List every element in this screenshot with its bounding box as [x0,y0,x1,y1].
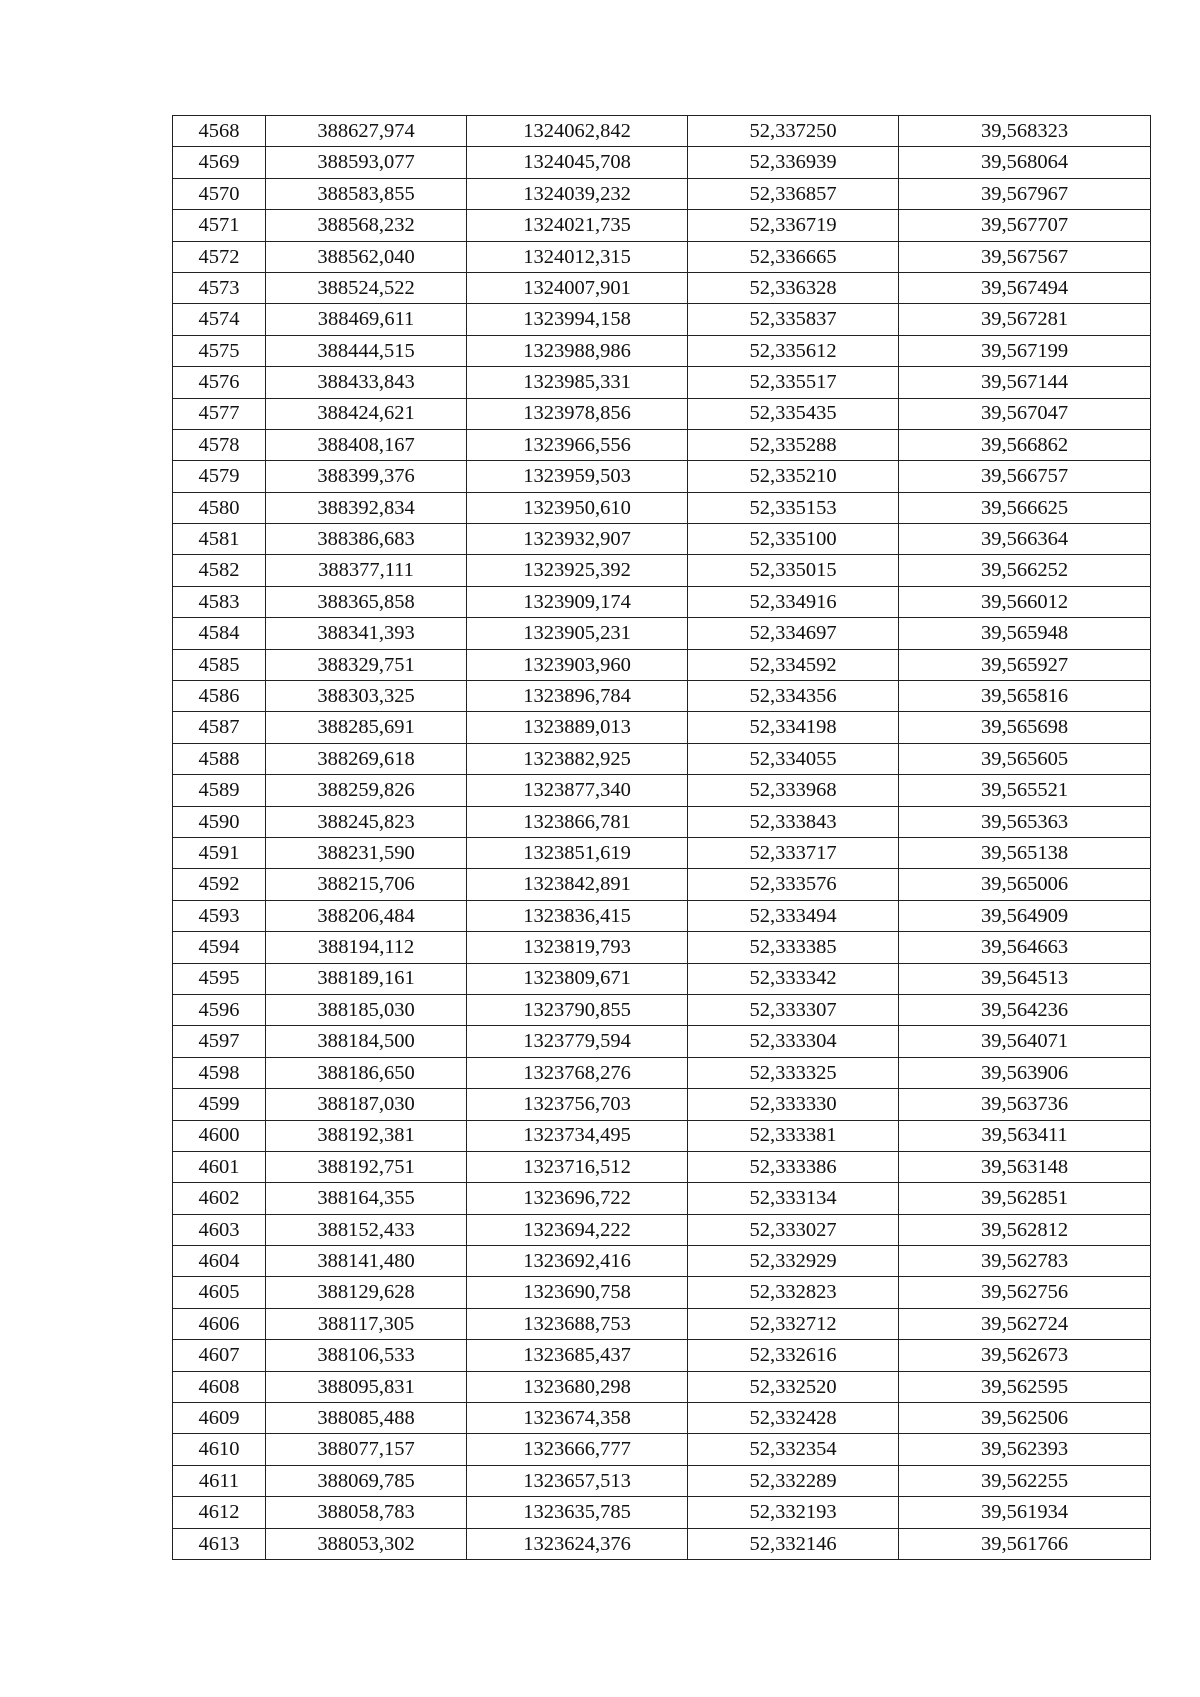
table-row [173,681,1151,712]
longitude-cell: 39,564071 [899,1026,1151,1057]
longitude-cell: 39,562595 [899,1371,1151,1402]
x-coordinate-cell: 388189,161 [266,963,467,994]
table-row [173,586,1151,617]
latitude-cell: 52,336328 [688,272,899,303]
latitude-cell: 52,332712 [688,1308,899,1339]
longitude-cell: 39,562756 [899,1277,1151,1308]
point-number-cell: 4570 [173,178,266,209]
longitude-cell: 39,567144 [899,367,1151,398]
latitude-cell: 52,332146 [688,1528,899,1559]
x-coordinate-cell: 388365,858 [266,586,467,617]
point-number-cell: 4580 [173,492,266,523]
coordinates-table [172,115,1151,1560]
latitude-cell: 52,334697 [688,618,899,649]
point-number-cell: 4611 [173,1465,266,1496]
x-coordinate-cell: 388231,590 [266,837,467,868]
x-coordinate-cell: 388085,488 [266,1403,467,1434]
table-row [173,1089,1151,1120]
latitude-cell: 52,333307 [688,994,899,1025]
table-row [173,1371,1151,1402]
table-row [173,1183,1151,1214]
longitude-cell: 39,563906 [899,1057,1151,1088]
y-coordinate-cell: 1323635,785 [467,1497,688,1528]
longitude-cell: 39,565363 [899,806,1151,837]
longitude-cell: 39,566625 [899,492,1151,523]
x-coordinate-cell: 388215,706 [266,869,467,900]
latitude-cell: 52,337250 [688,116,899,147]
table-row [173,618,1151,649]
table-row [173,1497,1151,1528]
point-number-cell: 4575 [173,335,266,366]
longitude-cell: 39,566252 [899,555,1151,586]
x-coordinate-cell: 388392,834 [266,492,467,523]
table-row [173,1277,1151,1308]
table-row [173,1120,1151,1151]
point-number-cell: 4604 [173,1246,266,1277]
latitude-cell: 52,332193 [688,1497,899,1528]
point-number-cell: 4581 [173,524,266,555]
longitude-cell: 39,566757 [899,461,1151,492]
latitude-cell: 52,333385 [688,932,899,963]
x-coordinate-cell: 388245,823 [266,806,467,837]
table-row [173,367,1151,398]
x-coordinate-cell: 388433,843 [266,367,467,398]
table-row [173,304,1151,335]
longitude-cell: 39,564909 [899,900,1151,931]
x-coordinate-cell: 388117,305 [266,1308,467,1339]
y-coordinate-cell: 1323836,415 [467,900,688,931]
longitude-cell: 39,565006 [899,869,1151,900]
latitude-cell: 52,335612 [688,335,899,366]
x-coordinate-cell: 388095,831 [266,1371,467,1402]
latitude-cell: 52,333381 [688,1120,899,1151]
y-coordinate-cell: 1324007,901 [467,272,688,303]
y-coordinate-cell: 1323790,855 [467,994,688,1025]
table-row [173,932,1151,963]
point-number-cell: 4586 [173,681,266,712]
latitude-cell: 52,334916 [688,586,899,617]
y-coordinate-cell: 1323882,925 [467,743,688,774]
point-number-cell: 4585 [173,649,266,680]
point-number-cell: 4573 [173,272,266,303]
point-number-cell: 4578 [173,429,266,460]
latitude-cell: 52,334055 [688,743,899,774]
table-row [173,1246,1151,1277]
y-coordinate-cell: 1323688,753 [467,1308,688,1339]
longitude-cell: 39,567047 [899,398,1151,429]
point-number-cell: 4593 [173,900,266,931]
table-row [173,712,1151,743]
longitude-cell: 39,566012 [899,586,1151,617]
latitude-cell: 52,332428 [688,1403,899,1434]
longitude-cell: 39,565948 [899,618,1151,649]
latitude-cell: 52,333494 [688,900,899,931]
x-coordinate-cell: 388141,480 [266,1246,467,1277]
x-coordinate-cell: 388129,628 [266,1277,467,1308]
y-coordinate-cell: 1324021,735 [467,210,688,241]
x-coordinate-cell: 388053,302 [266,1528,467,1559]
latitude-cell: 52,336665 [688,241,899,272]
point-number-cell: 4579 [173,461,266,492]
y-coordinate-cell: 1323685,437 [467,1340,688,1371]
point-number-cell: 4610 [173,1434,266,1465]
table-row [173,1434,1151,1465]
point-number-cell: 4597 [173,1026,266,1057]
point-number-cell: 4592 [173,869,266,900]
y-coordinate-cell: 1323959,503 [467,461,688,492]
longitude-cell: 39,565605 [899,743,1151,774]
point-number-cell: 4605 [173,1277,266,1308]
y-coordinate-cell: 1323909,174 [467,586,688,617]
longitude-cell: 39,563411 [899,1120,1151,1151]
latitude-cell: 52,333843 [688,806,899,837]
point-number-cell: 4590 [173,806,266,837]
latitude-cell: 52,332520 [688,1371,899,1402]
table-row [173,492,1151,523]
table-row [173,837,1151,868]
x-coordinate-cell: 388058,783 [266,1497,467,1528]
table-row [173,649,1151,680]
longitude-cell: 39,567494 [899,272,1151,303]
table-body [173,116,1151,1560]
x-coordinate-cell: 388259,826 [266,775,467,806]
y-coordinate-cell: 1323903,960 [467,649,688,680]
y-coordinate-cell: 1324045,708 [467,147,688,178]
longitude-cell: 39,567199 [899,335,1151,366]
latitude-cell: 52,332354 [688,1434,899,1465]
y-coordinate-cell: 1323694,222 [467,1214,688,1245]
longitude-cell: 39,564513 [899,963,1151,994]
latitude-cell: 52,335517 [688,367,899,398]
y-coordinate-cell: 1323716,512 [467,1151,688,1182]
x-coordinate-cell: 388206,484 [266,900,467,931]
point-number-cell: 4572 [173,241,266,272]
table-row [173,1026,1151,1057]
y-coordinate-cell: 1323674,358 [467,1403,688,1434]
table-row [173,147,1151,178]
y-coordinate-cell: 1324062,842 [467,116,688,147]
x-coordinate-cell: 388187,030 [266,1089,467,1120]
point-number-cell: 4577 [173,398,266,429]
y-coordinate-cell: 1323851,619 [467,837,688,868]
point-number-cell: 4576 [173,367,266,398]
point-number-cell: 4609 [173,1403,266,1434]
point-number-cell: 4603 [173,1214,266,1245]
point-number-cell: 4601 [173,1151,266,1182]
point-number-cell: 4582 [173,555,266,586]
point-number-cell: 4595 [173,963,266,994]
latitude-cell: 52,333027 [688,1214,899,1245]
x-coordinate-cell: 388341,393 [266,618,467,649]
longitude-cell: 39,565816 [899,681,1151,712]
table-row [173,1151,1151,1182]
longitude-cell: 39,568064 [899,147,1151,178]
x-coordinate-cell: 388184,500 [266,1026,467,1057]
y-coordinate-cell: 1323889,013 [467,712,688,743]
x-coordinate-cell: 388164,355 [266,1183,467,1214]
longitude-cell: 39,561766 [899,1528,1151,1559]
y-coordinate-cell: 1323680,298 [467,1371,688,1402]
table-row [173,1340,1151,1371]
y-coordinate-cell: 1323819,793 [467,932,688,963]
latitude-cell: 52,335210 [688,461,899,492]
longitude-cell: 39,567567 [899,241,1151,272]
y-coordinate-cell: 1323925,392 [467,555,688,586]
x-coordinate-cell: 388583,855 [266,178,467,209]
latitude-cell: 52,332929 [688,1246,899,1277]
point-number-cell: 4584 [173,618,266,649]
point-number-cell: 4587 [173,712,266,743]
table-row [173,1214,1151,1245]
y-coordinate-cell: 1323734,495 [467,1120,688,1151]
longitude-cell: 39,566862 [899,429,1151,460]
x-coordinate-cell: 388106,533 [266,1340,467,1371]
latitude-cell: 52,333968 [688,775,899,806]
table-row [173,963,1151,994]
table-row [173,743,1151,774]
point-number-cell: 4608 [173,1371,266,1402]
longitude-cell: 39,565698 [899,712,1151,743]
latitude-cell: 52,332616 [688,1340,899,1371]
longitude-cell: 39,562783 [899,1246,1151,1277]
table-row [173,806,1151,837]
point-number-cell: 4613 [173,1528,266,1559]
table-row [173,1057,1151,1088]
point-number-cell: 4596 [173,994,266,1025]
x-coordinate-cell: 388192,381 [266,1120,467,1151]
x-coordinate-cell: 388399,376 [266,461,467,492]
latitude-cell: 52,333576 [688,869,899,900]
latitude-cell: 52,333330 [688,1089,899,1120]
longitude-cell: 39,562724 [899,1308,1151,1339]
y-coordinate-cell: 1323696,722 [467,1183,688,1214]
latitude-cell: 52,335837 [688,304,899,335]
point-number-cell: 4607 [173,1340,266,1371]
latitude-cell: 52,335435 [688,398,899,429]
y-coordinate-cell: 1323896,784 [467,681,688,712]
y-coordinate-cell: 1324039,232 [467,178,688,209]
table-row [173,524,1151,555]
x-coordinate-cell: 388185,030 [266,994,467,1025]
y-coordinate-cell: 1323842,891 [467,869,688,900]
point-number-cell: 4574 [173,304,266,335]
y-coordinate-cell: 1323692,416 [467,1246,688,1277]
latitude-cell: 52,333342 [688,963,899,994]
longitude-cell: 39,565521 [899,775,1151,806]
point-number-cell: 4602 [173,1183,266,1214]
point-number-cell: 4598 [173,1057,266,1088]
x-coordinate-cell: 388627,974 [266,116,467,147]
x-coordinate-cell: 388269,618 [266,743,467,774]
point-number-cell: 4600 [173,1120,266,1151]
y-coordinate-cell: 1323994,158 [467,304,688,335]
table-row [173,775,1151,806]
longitude-cell: 39,567707 [899,210,1151,241]
table-row [173,461,1151,492]
latitude-cell: 52,332289 [688,1465,899,1496]
latitude-cell: 52,336719 [688,210,899,241]
x-coordinate-cell: 388192,751 [266,1151,467,1182]
longitude-cell: 39,564236 [899,994,1151,1025]
latitude-cell: 52,335100 [688,524,899,555]
point-number-cell: 4599 [173,1089,266,1120]
point-number-cell: 4588 [173,743,266,774]
table-row [173,272,1151,303]
point-number-cell: 4568 [173,116,266,147]
x-coordinate-cell: 388469,611 [266,304,467,335]
y-coordinate-cell: 1323768,276 [467,1057,688,1088]
longitude-cell: 39,565138 [899,837,1151,868]
latitude-cell: 52,336857 [688,178,899,209]
latitude-cell: 52,334198 [688,712,899,743]
y-coordinate-cell: 1324012,315 [467,241,688,272]
x-coordinate-cell: 388593,077 [266,147,467,178]
longitude-cell: 39,568323 [899,116,1151,147]
point-number-cell: 4571 [173,210,266,241]
longitude-cell: 39,562812 [899,1214,1151,1245]
table-row [173,1403,1151,1434]
table-row [173,116,1151,147]
y-coordinate-cell: 1323657,513 [467,1465,688,1496]
longitude-cell: 39,562506 [899,1403,1151,1434]
x-coordinate-cell: 388069,785 [266,1465,467,1496]
latitude-cell: 52,333134 [688,1183,899,1214]
x-coordinate-cell: 388424,621 [266,398,467,429]
table-row [173,335,1151,366]
longitude-cell: 39,566364 [899,524,1151,555]
point-number-cell: 4589 [173,775,266,806]
x-coordinate-cell: 388386,683 [266,524,467,555]
table-row [173,241,1151,272]
y-coordinate-cell: 1323978,856 [467,398,688,429]
y-coordinate-cell: 1323988,986 [467,335,688,366]
y-coordinate-cell: 1323866,781 [467,806,688,837]
table-row [173,398,1151,429]
latitude-cell: 52,333717 [688,837,899,868]
y-coordinate-cell: 1323985,331 [467,367,688,398]
latitude-cell: 52,335153 [688,492,899,523]
latitude-cell: 52,334356 [688,681,899,712]
x-coordinate-cell: 388329,751 [266,649,467,680]
longitude-cell: 39,562393 [899,1434,1151,1465]
longitude-cell: 39,562673 [899,1340,1151,1371]
y-coordinate-cell: 1323624,376 [467,1528,688,1559]
longitude-cell: 39,562255 [899,1465,1151,1496]
x-coordinate-cell: 388186,650 [266,1057,467,1088]
table-row [173,1308,1151,1339]
table-row [173,1465,1151,1496]
y-coordinate-cell: 1323809,671 [467,963,688,994]
point-number-cell: 4591 [173,837,266,868]
latitude-cell: 52,335288 [688,429,899,460]
x-coordinate-cell: 388194,112 [266,932,467,963]
y-coordinate-cell: 1323966,556 [467,429,688,460]
table-row [173,178,1151,209]
y-coordinate-cell: 1323779,594 [467,1026,688,1057]
table-row [173,429,1151,460]
x-coordinate-cell: 388303,325 [266,681,467,712]
point-number-cell: 4594 [173,932,266,963]
longitude-cell: 39,562851 [899,1183,1151,1214]
longitude-cell: 39,567967 [899,178,1151,209]
x-coordinate-cell: 388152,433 [266,1214,467,1245]
latitude-cell: 52,333325 [688,1057,899,1088]
x-coordinate-cell: 388524,522 [266,272,467,303]
table-row [173,1528,1151,1559]
table-row [173,210,1151,241]
table-row [173,555,1151,586]
x-coordinate-cell: 388377,111 [266,555,467,586]
y-coordinate-cell: 1323756,703 [467,1089,688,1120]
longitude-cell: 39,563736 [899,1089,1151,1120]
latitude-cell: 52,335015 [688,555,899,586]
y-coordinate-cell: 1323905,231 [467,618,688,649]
longitude-cell: 39,561934 [899,1497,1151,1528]
longitude-cell: 39,565927 [899,649,1151,680]
x-coordinate-cell: 388285,691 [266,712,467,743]
x-coordinate-cell: 388077,157 [266,1434,467,1465]
latitude-cell: 52,333304 [688,1026,899,1057]
longitude-cell: 39,563148 [899,1151,1151,1182]
point-number-cell: 4612 [173,1497,266,1528]
y-coordinate-cell: 1323877,340 [467,775,688,806]
table-row [173,994,1151,1025]
y-coordinate-cell: 1323690,758 [467,1277,688,1308]
x-coordinate-cell: 388568,232 [266,210,467,241]
x-coordinate-cell: 388562,040 [266,241,467,272]
point-number-cell: 4583 [173,586,266,617]
y-coordinate-cell: 1323950,610 [467,492,688,523]
y-coordinate-cell: 1323666,777 [467,1434,688,1465]
point-number-cell: 4606 [173,1308,266,1339]
y-coordinate-cell: 1323932,907 [467,524,688,555]
longitude-cell: 39,564663 [899,932,1151,963]
x-coordinate-cell: 388444,515 [266,335,467,366]
latitude-cell: 52,334592 [688,649,899,680]
longitude-cell: 39,567281 [899,304,1151,335]
x-coordinate-cell: 388408,167 [266,429,467,460]
latitude-cell: 52,332823 [688,1277,899,1308]
point-number-cell: 4569 [173,147,266,178]
table-row [173,900,1151,931]
table-row [173,869,1151,900]
latitude-cell: 52,333386 [688,1151,899,1182]
latitude-cell: 52,336939 [688,147,899,178]
